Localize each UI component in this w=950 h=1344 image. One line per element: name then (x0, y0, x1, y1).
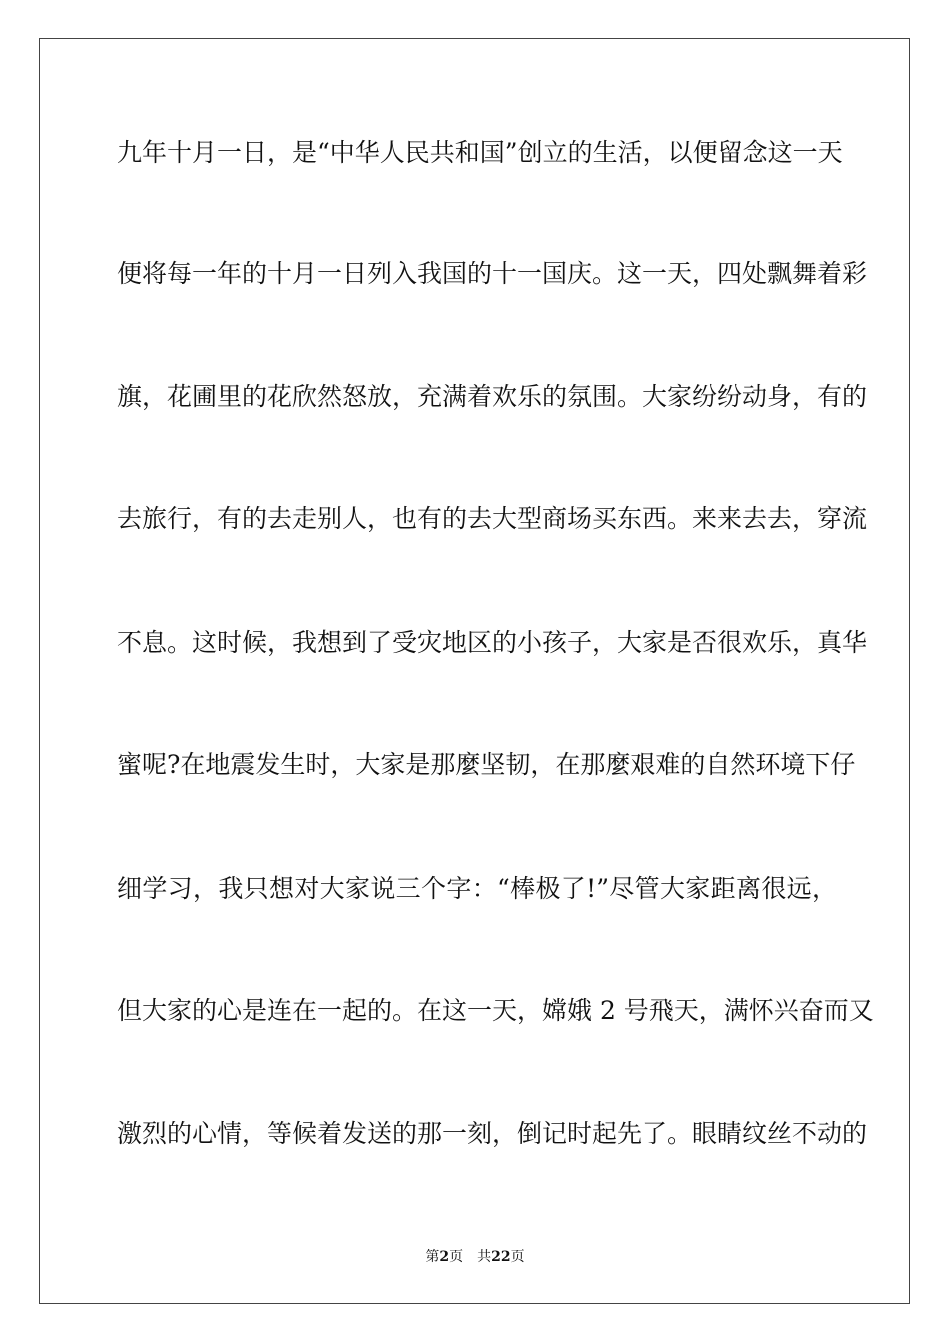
body-text-line-7: 细学习，我只想对大家说三个字：“棒极了!”尽管大家距离很远， (117, 874, 837, 903)
body-text-line-2: 便将每一年的十月一日列入我国的十一国庆。这一天，四处飘舞着彩 (117, 259, 868, 288)
body-text-line-9: 激烈的心情，等候着发送的那一刻，倒记时起先了。眼睛纹丝不动的 (117, 1119, 868, 1148)
footer-total-suffix: 页 (510, 1249, 525, 1265)
footer-total-pages: 22 (491, 1249, 511, 1265)
body-text-line-1: 九年十月一日，是“中华人民共和国”创立的生活，以便留念这一天 (117, 138, 843, 167)
body-text-line-4: 去旅行，有的去走别人，也有的去大型商场买东西。来来去去，穿流 (117, 504, 868, 533)
body-text-line-6: 蜜呢?在地震发生时，大家是那麼坚韧，在那麼艰难的自然环境下仔 (117, 750, 856, 779)
footer-page-number: 2 (439, 1249, 450, 1265)
page-footer (0, 1247, 950, 1267)
body-text-line-8: 但大家的心是连在一起的。在这一天，嫦娥 2 号飛天，满怀兴奋而又 (117, 996, 874, 1025)
footer-page-prefix: 第 (425, 1249, 440, 1265)
body-text-line-3: 旗，花圃里的花欣然怒放，充满着欢乐的氛围。大家纷纷动身，有的 (117, 382, 868, 411)
footer-page-suffix: 页 (449, 1249, 464, 1265)
footer-total-prefix: 共 (477, 1249, 492, 1265)
body-text-line-5: 不息。这时候，我想到了受灾地区的小孩子，大家是否很欢乐，真华 (117, 628, 868, 657)
